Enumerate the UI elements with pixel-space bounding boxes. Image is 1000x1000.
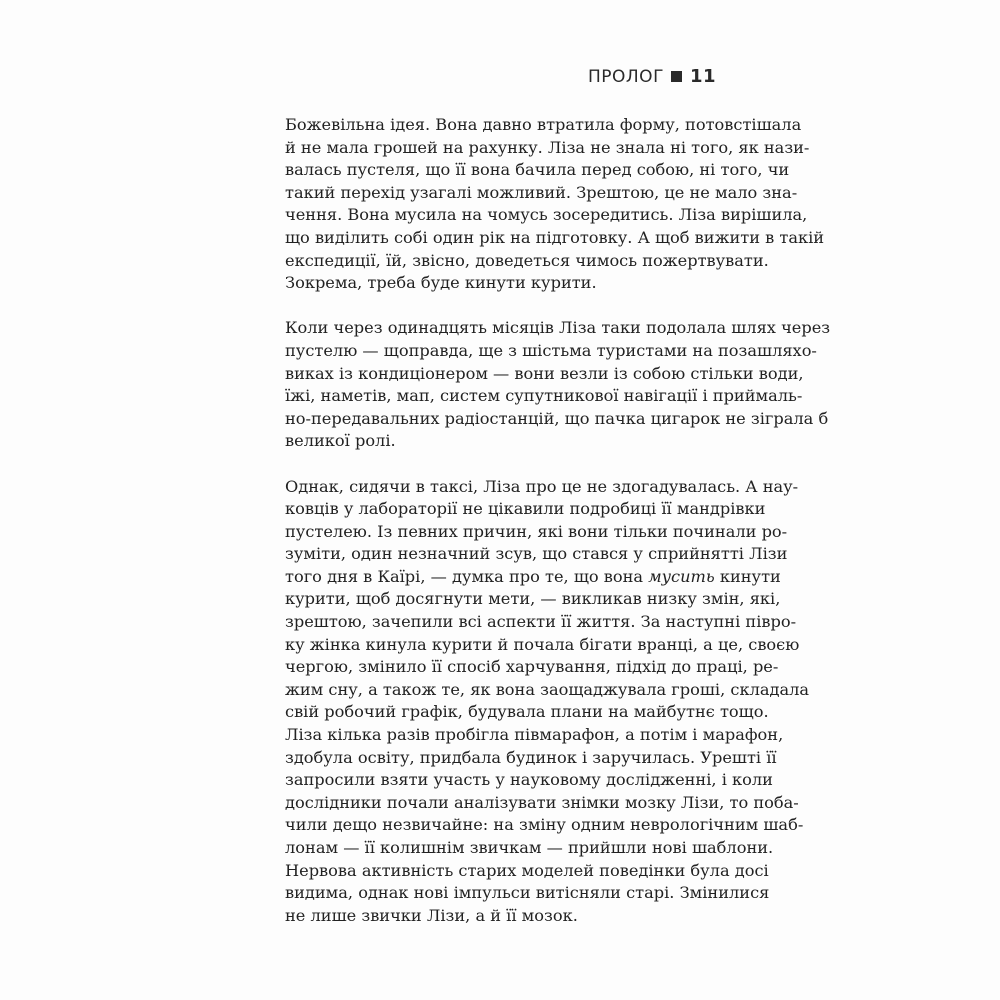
- text-line: зуміти, один незначний зсув, що стався у сприйнятті Лізи: [285, 544, 788, 564]
- text-line: Зокрема, треба буде кинути курити.: [285, 273, 597, 293]
- paragraph-2: [285, 317, 831, 453]
- text-line: й не мала грошей на рахунку. Ліза не знала ні того, як нази-: [285, 137, 810, 157]
- text-line: курити, щоб досягнути мети, — викликав низку змін, які,: [285, 589, 781, 609]
- text-line: Ліза кілька разів пробігла півмарафон, а потім і марафон,: [285, 725, 784, 745]
- text-line: лонам — її колишнім звичкам — прийшли нові шаблони.: [285, 838, 774, 857]
- paragraph-1: [285, 114, 825, 295]
- text-line-with-italic: [285, 566, 781, 589]
- text-line: що виділить собі один рік на підготовку. А щоб вижити в такій: [285, 227, 825, 247]
- section-title: ПРОЛОГ: [587, 66, 664, 87]
- text-line: чення. Вона мусила на чомусь зосередитись. Ліза вирішила,: [285, 205, 808, 225]
- page-number: 11: [689, 66, 716, 87]
- text-line: Нервова активність старих моделей поведінки була досі: [285, 860, 769, 880]
- text-line: експедиції, їй, звісно, доведеться чимось пожертвувати.: [285, 250, 769, 270]
- text-line: їжі, наметів, мап, систем супутникової навігації і приймаль-: [285, 386, 803, 406]
- text-line: ку жінка кинула курити й почала бігати вранці, а це, своєю: [285, 634, 800, 654]
- italic-word: мусить: [648, 566, 715, 586]
- text-line: Однак, сидячи в таксі, Ліза про це не здогадувалась. А нау-: [285, 476, 799, 496]
- text-line: дослідники почали аналізувати знімки мозку Лізи, то поба-: [285, 792, 799, 812]
- text-line: Божевільна ідея. Вона давно втратила форму, потовстішала: [285, 115, 802, 134]
- text-line: но-передавальних радіостанцій, що пачка цигарок не зіграла б: [285, 408, 829, 428]
- text-line: пустелю — щоправда, ще з шістьма туристами на позашляхо-: [285, 340, 817, 360]
- text-line: свій робочий графік, будувала плани на майбутнє тощо.: [285, 702, 769, 722]
- text-line: жим сну, а також те, як вона заощаджувала гроші, складала: [285, 679, 810, 699]
- text-line: такий перехід узагалі можливий. Зрештою, це не мало зна-: [285, 182, 798, 202]
- body-text: [285, 114, 831, 950]
- text-line: зрештою, зачепили всі аспекти її життя. За наступні півро-: [285, 612, 797, 632]
- text-line: не лише звички Лізи, а й її мозок.: [285, 905, 578, 925]
- text-fragment: того дня в Каїрі, — думка про те, що вона: [285, 566, 644, 586]
- square-separator-icon: [671, 71, 682, 82]
- text-line: видима, однак нові імпульси витісняли старі. Змінилися: [285, 883, 770, 903]
- text-fragment: кинути: [719, 566, 781, 586]
- text-line: виках із кондиціонером — вони везли із собою стільки води,: [285, 363, 804, 383]
- text-line: здобула освіту, придбала будинок і заручилась. Урешті її: [285, 747, 777, 767]
- text-line: Коли через одинадцять місяців Ліза таки подолала шлях через: [285, 318, 831, 338]
- text-line: пустелею. Із певних причин, які вони тільки починали ро-: [285, 521, 788, 541]
- running-head: [588, 66, 716, 87]
- text-line: чили дещо незвичайне: на зміну одним неврологічним шаб-: [285, 815, 804, 835]
- text-line: запросили взяти участь у науковому дослідженні, і коли: [285, 770, 773, 790]
- text-line: валась пустеля, що її вона бачила перед собою, ні того, чи: [285, 160, 790, 180]
- paragraph-3: [285, 476, 810, 928]
- text-line: ковців у лабораторії не цікавили подробиці її мандрівки: [285, 499, 766, 519]
- text-line: чергою, змінило її спосіб харчування, підхід до праці, ре-: [285, 657, 779, 677]
- text-line: великої ролі.: [285, 431, 396, 451]
